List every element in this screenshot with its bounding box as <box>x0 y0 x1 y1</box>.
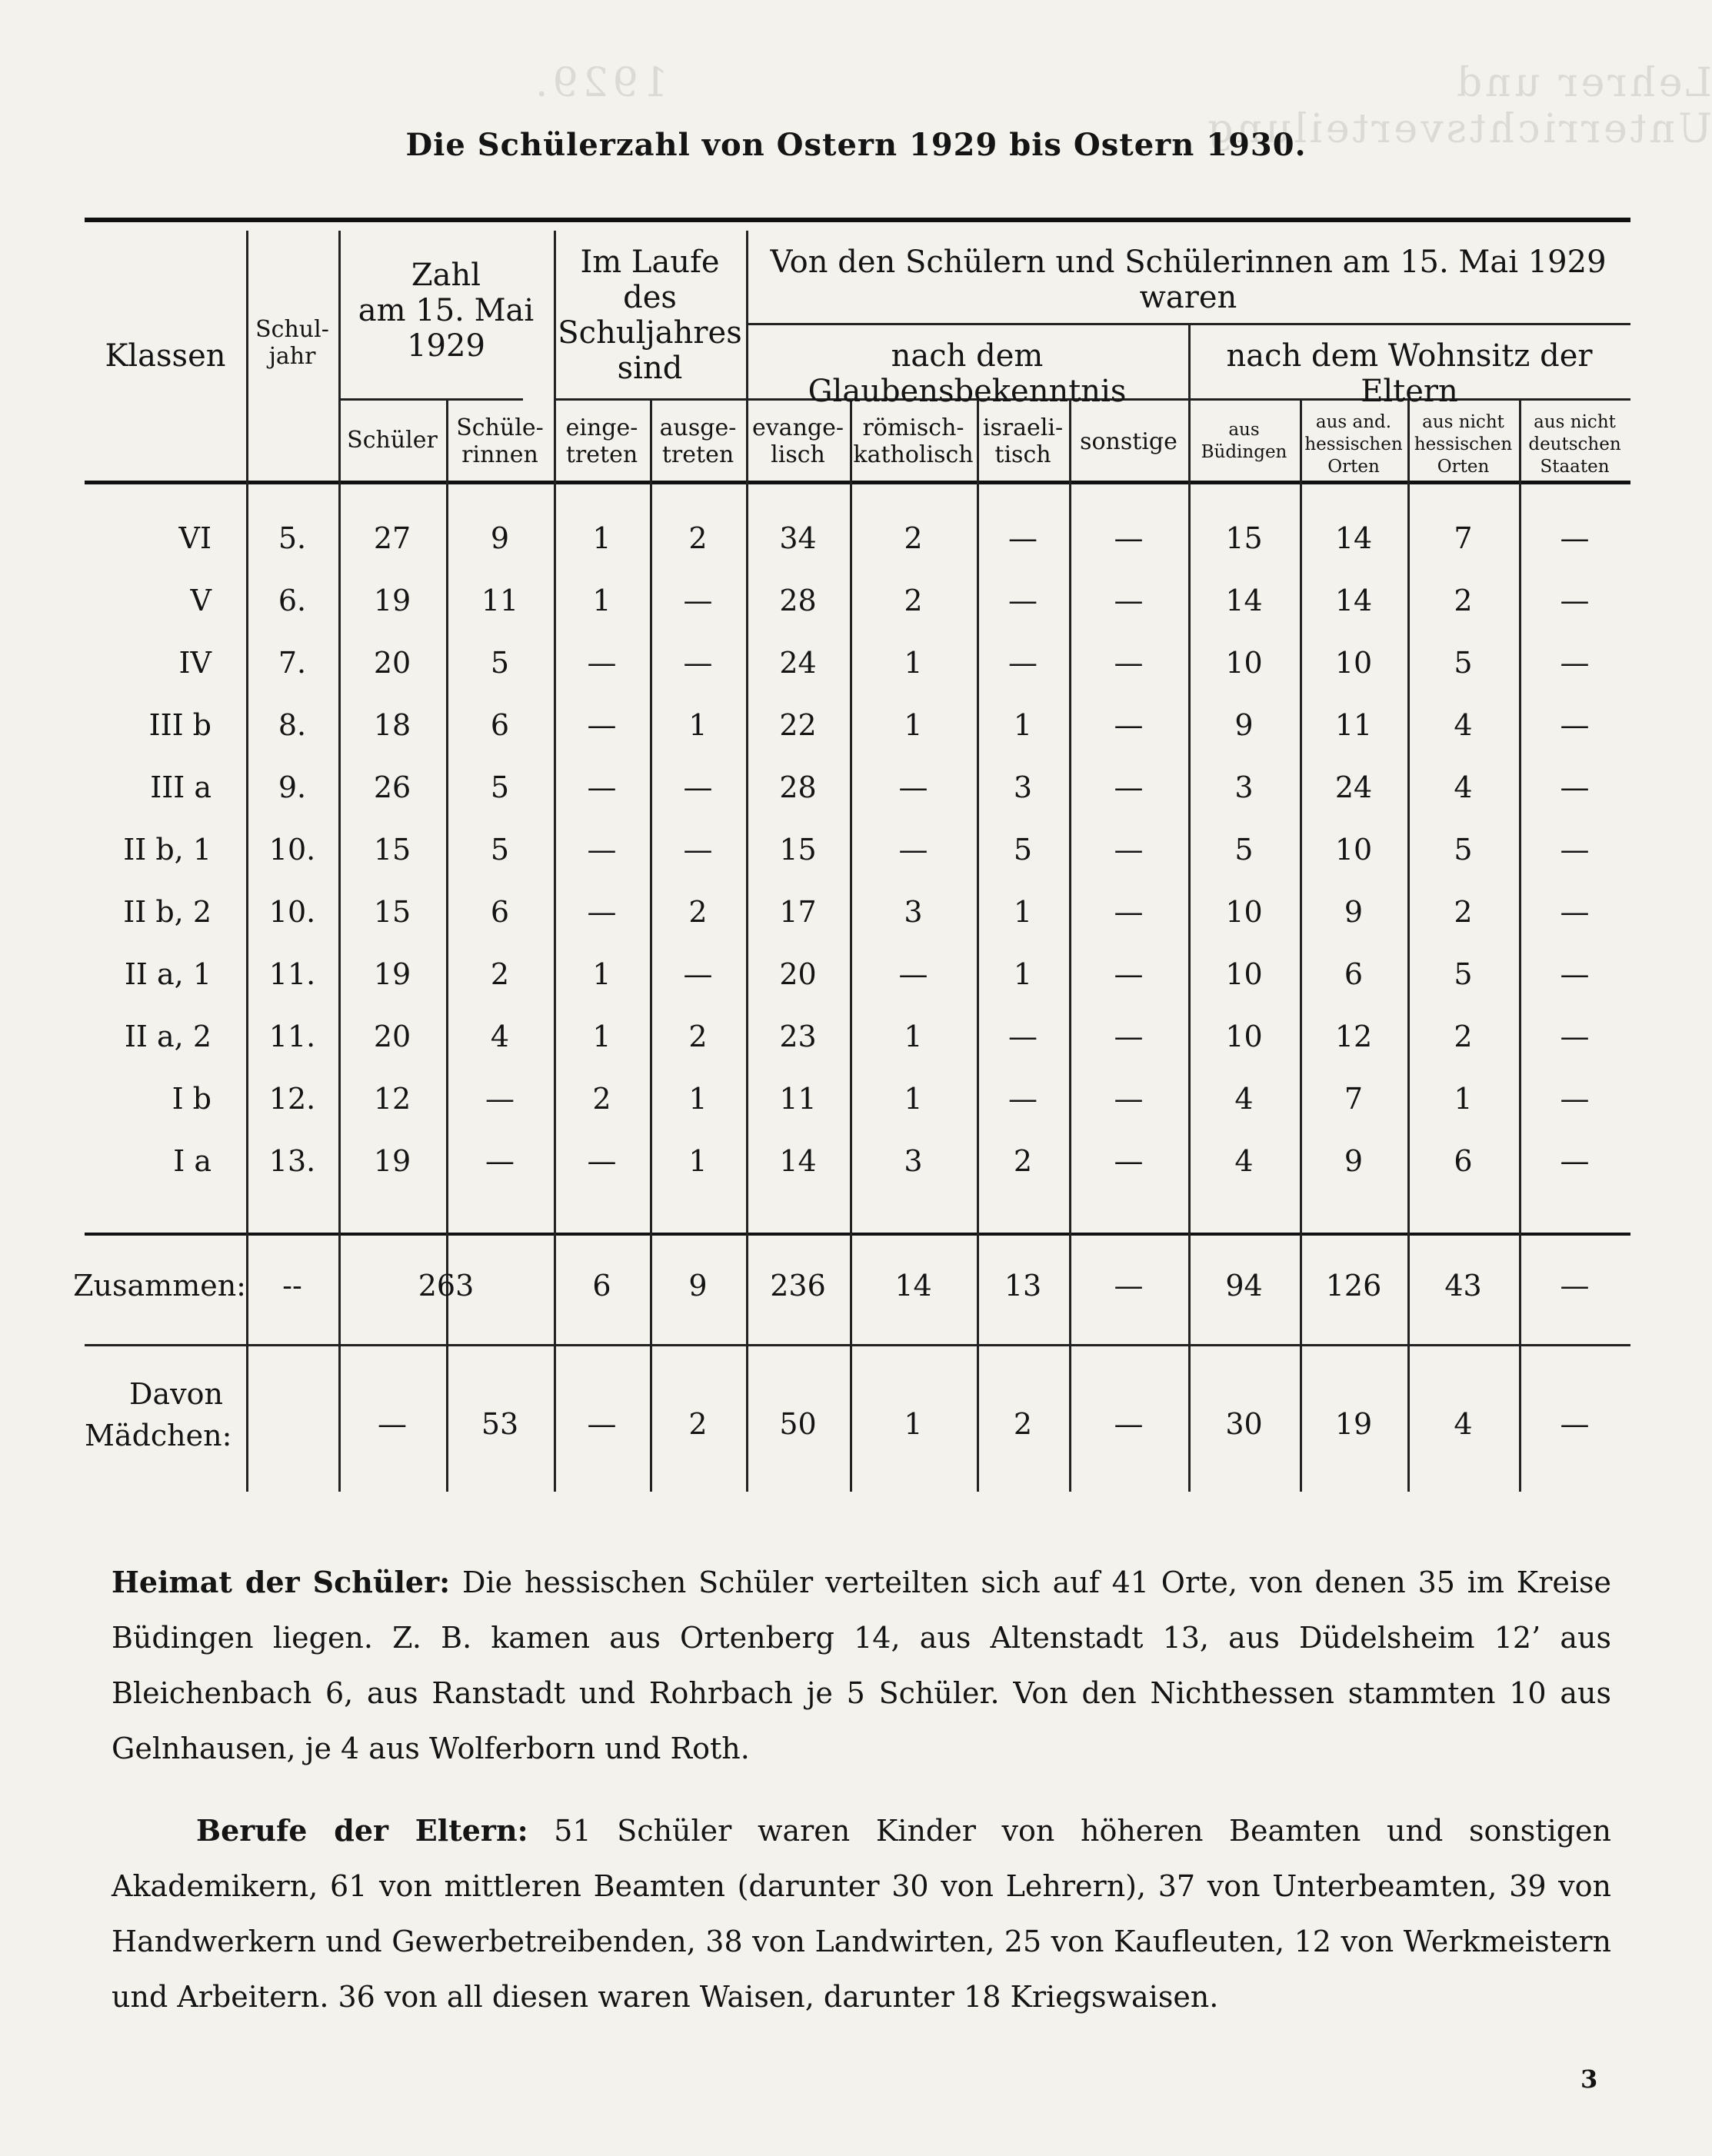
cell-evangelisch: 15 <box>779 833 817 867</box>
cell-sonstige: — <box>1114 1020 1144 1053</box>
cell-nichthessisch: 5 <box>1454 957 1473 991</box>
cell-buedingen: 10 <box>1225 646 1263 680</box>
row-klasse: VI <box>178 521 212 555</box>
totals-katholisch: 14 <box>894 1269 932 1303</box>
cell-evangelisch: 14 <box>779 1144 817 1178</box>
cell-buedingen: 4 <box>1234 1082 1254 1116</box>
cell-schueler: 26 <box>373 770 411 804</box>
cell-katholisch: 3 <box>904 1144 923 1178</box>
cell-eingetreten: — <box>587 646 617 680</box>
row-klasse: II a, 2 <box>124 1020 212 1053</box>
cell-eingetreten: 1 <box>592 1020 611 1053</box>
totals-evangelisch: 236 <box>770 1269 826 1303</box>
cell-hessisch: 7 <box>1344 1082 1364 1116</box>
cell-evangelisch: 28 <box>779 584 817 617</box>
cell-buedingen: 10 <box>1225 1020 1263 1053</box>
cell-ausgetreten: 2 <box>688 521 708 555</box>
cell-hessisch: 12 <box>1334 1020 1373 1053</box>
cell-katholisch: — <box>898 833 928 867</box>
cell-katholisch: 1 <box>904 1020 923 1053</box>
cell-katholisch: 2 <box>904 584 923 617</box>
totals-label: Zusammen: <box>73 1269 246 1303</box>
cell-evangelisch: 24 <box>779 646 817 680</box>
cell-katholisch: 1 <box>904 646 923 680</box>
header-zahl: Zahl am 15. Mai 1929 <box>358 258 535 364</box>
girls-hessisch: 19 <box>1334 1407 1373 1441</box>
totals-jahr: -- <box>282 1269 302 1303</box>
girls-eingetreten: — <box>587 1407 617 1441</box>
totals-nichthessisch: 43 <box>1444 1269 1482 1303</box>
cell-ausland: — <box>1560 1144 1590 1178</box>
cell-evangelisch: 20 <box>779 957 817 991</box>
cell-jahr: 12. <box>268 1082 316 1116</box>
header-nichthessische-orte: aus nicht hessischen Orten <box>1414 412 1513 477</box>
header-schuljahr: Schul- jahr <box>255 316 329 370</box>
cell-eingetreten: 1 <box>592 521 611 555</box>
cell-sonstige: — <box>1114 1144 1144 1178</box>
cell-schueler: 15 <box>373 833 411 867</box>
header-israelitisch: israeli- tisch <box>982 414 1064 468</box>
berufe-paragraph <box>112 1803 1611 2025</box>
row-klasse: II b, 1 <box>123 833 212 867</box>
cell-schuelerinnen: 5 <box>490 770 510 804</box>
cell-ausland: — <box>1560 646 1590 680</box>
cell-schuelerinnen: 11 <box>481 584 519 617</box>
cell-jahr: 8. <box>278 708 307 742</box>
totals-ausgetreten: 9 <box>688 1269 708 1303</box>
cell-schuelerinnen: 4 <box>490 1020 510 1053</box>
cell-ausland: — <box>1560 584 1590 617</box>
girls-schueler: — <box>378 1407 407 1441</box>
cell-ausland: — <box>1560 895 1590 929</box>
cell-schuelerinnen: 5 <box>490 833 510 867</box>
cell-ausgetreten: — <box>683 646 713 680</box>
cell-nichthessisch: 4 <box>1454 770 1473 804</box>
cell-ausland: — <box>1560 1082 1590 1116</box>
page-title: Die Schülerzahl von Ostern 1929 bis Ostern 1930. <box>405 127 1307 163</box>
header-bottom-rule <box>85 481 1630 484</box>
cell-eingetreten: — <box>587 833 617 867</box>
cell-sonstige: — <box>1114 521 1144 555</box>
berufe-text: 51 Schüler waren Kinder von höheren Beamten und sonstigen Akademikern, 61 von mittleren Beamten (darunter 30 von Lehrern), 37 von Unterbeamten, 39 von Handwerkern und Gewerbetreibenden, 38 von Landwirten, 25 von Kaufleuten, 12 von Werkmeistern und Arbeitern. 36 von all diesen waren Waisen, darunter 18 Kriegswaisen. <box>112 1814 1612 2014</box>
cell-jahr: 9. <box>278 770 307 804</box>
cell-israelitisch: 5 <box>1013 833 1033 867</box>
cell-nichthessisch: 2 <box>1454 584 1473 617</box>
cell-katholisch: 1 <box>904 1082 923 1116</box>
cell-sonstige: — <box>1114 1082 1144 1116</box>
cell-ausgetreten: 2 <box>688 895 708 929</box>
cell-buedingen: 4 <box>1234 1144 1254 1178</box>
girls-ausgetreten: 2 <box>688 1407 708 1441</box>
cell-ausgetreten: — <box>683 957 713 991</box>
cell-buedingen: 14 <box>1225 584 1263 617</box>
cell-katholisch: 3 <box>904 895 923 929</box>
header-aus-buedingen: aus Büdingen <box>1201 420 1287 462</box>
cell-sonstige: — <box>1114 833 1144 867</box>
cell-israelitisch: 1 <box>1013 708 1033 742</box>
cell-schuelerinnen: 6 <box>490 895 510 929</box>
cell-buedingen: 10 <box>1225 895 1263 929</box>
cell-hessisch: 10 <box>1334 833 1373 867</box>
girls-nichthessisch: 4 <box>1454 1407 1473 1441</box>
cell-buedingen: 9 <box>1234 708 1254 742</box>
row-klasse: I a <box>173 1144 212 1178</box>
row-klasse: II b, 2 <box>123 895 212 929</box>
cell-israelitisch: 1 <box>1013 895 1033 929</box>
cell-katholisch: 1 <box>904 708 923 742</box>
berufe-heading: Berufe der Eltern: <box>196 1813 528 1848</box>
cell-eingetreten: — <box>587 1144 617 1178</box>
cell-hessisch: 6 <box>1344 957 1364 991</box>
totals-hessisch: 126 <box>1325 1269 1382 1303</box>
cell-schuelerinnen: 6 <box>490 708 510 742</box>
cell-schuelerinnen: 9 <box>490 521 510 555</box>
cell-schueler: 19 <box>373 584 411 617</box>
cell-israelitisch: — <box>1008 1020 1038 1053</box>
cell-buedingen: 3 <box>1234 770 1254 804</box>
cell-ausgetreten: 1 <box>688 1144 708 1178</box>
cell-hessisch: 11 <box>1334 708 1373 742</box>
cell-eingetreten: — <box>587 895 617 929</box>
cell-jahr: 7. <box>278 646 307 680</box>
cell-schuelerinnen: 5 <box>490 646 510 680</box>
header-ausgetreten: ausge- treten <box>659 414 737 468</box>
cell-israelitisch: 1 <box>1013 957 1033 991</box>
header-eingetreten: einge- treten <box>565 414 638 468</box>
cell-schuelerinnen: 2 <box>490 957 510 991</box>
table-top-rule <box>85 218 1630 222</box>
cell-ausland: — <box>1560 1020 1590 1053</box>
cell-nichthessisch: 5 <box>1454 833 1473 867</box>
row-klasse: III b <box>148 708 212 742</box>
bleed-heading: Lehrer und Unterrichtsverteilung <box>1204 60 1712 152</box>
girls-schuelerinnen: 53 <box>481 1407 519 1441</box>
row-klasse: V <box>190 584 212 617</box>
totals-israelitisch: 13 <box>1004 1269 1042 1303</box>
rule-under-zahl <box>338 398 523 401</box>
cell-hessisch: 9 <box>1344 895 1364 929</box>
cell-hessisch: 24 <box>1334 770 1373 804</box>
girls-evangelisch: 50 <box>779 1407 817 1441</box>
cell-ausland: — <box>1560 770 1590 804</box>
cell-evangelisch: 17 <box>779 895 817 929</box>
girls-israelitisch: 2 <box>1013 1407 1033 1441</box>
cell-jahr: 5. <box>278 521 307 555</box>
cell-ausgetreten: 1 <box>688 1082 708 1116</box>
cell-buedingen: 5 <box>1234 833 1254 867</box>
cell-ausgetreten: — <box>683 770 713 804</box>
cell-eingetreten: 2 <box>592 1082 611 1116</box>
cell-buedingen: 10 <box>1225 957 1263 991</box>
girls-sonstige: — <box>1114 1407 1144 1441</box>
cell-ausgetreten: — <box>683 584 713 617</box>
cell-schueler: 20 <box>373 1020 411 1053</box>
cell-buedingen: 15 <box>1225 521 1263 555</box>
cell-evangelisch: 11 <box>779 1082 817 1116</box>
cell-ausgetreten: 2 <box>688 1020 708 1053</box>
totals-ausland: — <box>1560 1269 1590 1303</box>
cell-jahr: 10. <box>268 833 316 867</box>
header-im-laufe: Im Laufe des Schuljahres sind <box>558 245 742 386</box>
col-divider <box>977 398 979 1492</box>
totals-bottom-rule <box>85 1344 1630 1346</box>
girls-katholisch: 1 <box>904 1407 923 1441</box>
cell-jahr: 6. <box>278 584 307 617</box>
cell-evangelisch: 28 <box>779 770 817 804</box>
totals-eingetreten: 6 <box>592 1269 611 1303</box>
header-von-den-schuelern: Von den Schülern und Schülerinnen am 15. Mai 1929 waren <box>770 245 1607 315</box>
cell-schueler: 20 <box>373 646 411 680</box>
col-divider <box>446 398 448 1492</box>
row-klasse: I b <box>172 1082 212 1116</box>
header-klassen: Klassen <box>105 338 226 374</box>
header-wohnsitz: nach dem Wohnsitz der Eltern <box>1226 338 1593 409</box>
col-divider <box>1069 398 1071 1492</box>
page-number: 3 <box>1580 2065 1598 2094</box>
cell-eingetreten: 1 <box>592 584 611 617</box>
girls-ausland: — <box>1560 1407 1590 1441</box>
cell-israelitisch: — <box>1008 1082 1038 1116</box>
cell-israelitisch: — <box>1008 584 1038 617</box>
cell-nichthessisch: 7 <box>1454 521 1473 555</box>
cell-nichthessisch: 5 <box>1454 646 1473 680</box>
cell-nichthessisch: 1 <box>1454 1082 1473 1116</box>
cell-hessisch: 9 <box>1344 1144 1364 1178</box>
heimat-paragraph <box>112 1555 1611 1776</box>
header-schueler: Schüler <box>347 427 438 454</box>
cell-schueler: 15 <box>373 895 411 929</box>
cell-sonstige: — <box>1114 895 1144 929</box>
cell-katholisch: — <box>898 957 928 991</box>
totals-buedingen: 94 <box>1225 1269 1263 1303</box>
row-klasse: II a, 1 <box>124 957 212 991</box>
col-divider <box>1519 398 1521 1492</box>
cell-nichthessisch: 6 <box>1454 1144 1473 1178</box>
totals-schueler: 263 <box>418 1269 475 1303</box>
cell-nichthessisch: 4 <box>1454 708 1473 742</box>
heimat-text: Die hessischen Schüler verteilten sich auf 41 Orte, von denen 35 im Kreise Büdingen liegen. Z. B. kamen aus Ortenberg 14, aus Altenstadt 13, aus Düdelsheim 12’ aus Bleichenbach 6, aus Ranstadt und Rohrbach je 5 Schüler. Von den Nichthessen stammten 10 aus Gelnhausen, je 4 aus Wolferborn und Roth. <box>112 1565 1611 1765</box>
cell-sonstige: — <box>1114 957 1144 991</box>
cell-eingetreten: — <box>587 770 617 804</box>
cell-israelitisch: — <box>1008 521 1038 555</box>
cell-nichthessisch: 2 <box>1454 895 1473 929</box>
header-schuelerinnen: Schüle- rinnen <box>456 414 544 468</box>
col-divider <box>650 398 652 1492</box>
cell-schueler: 12 <box>373 1082 411 1116</box>
cell-katholisch: 2 <box>904 521 923 555</box>
cell-jahr: 11. <box>268 957 316 991</box>
cell-schueler: 27 <box>373 521 411 555</box>
cell-ausland: — <box>1560 833 1590 867</box>
cell-israelitisch: — <box>1008 646 1038 680</box>
girls-label: Davon Mädchen: <box>85 1377 232 1452</box>
header-katholisch: römisch- katholisch <box>853 414 974 468</box>
header-glaubensbekenntnis: nach dem Glaubensbekenntnis <box>808 338 1127 409</box>
cell-hessisch: 14 <box>1334 521 1373 555</box>
row-klasse: III a <box>150 770 212 804</box>
row-klasse: IV <box>178 646 212 680</box>
bleed-year: 1929. <box>531 60 668 106</box>
header-hessische-orte: aus and. hessischen Orten <box>1304 412 1403 477</box>
cell-jahr: 11. <box>268 1020 316 1053</box>
cell-evangelisch: 22 <box>779 708 817 742</box>
cell-schuelerinnen: — <box>485 1144 515 1178</box>
cell-sonstige: — <box>1114 646 1144 680</box>
cell-eingetreten: 1 <box>592 957 611 991</box>
cell-hessisch: 10 <box>1334 646 1373 680</box>
cell-jahr: 13. <box>268 1144 316 1178</box>
girls-buedingen: 30 <box>1225 1407 1263 1441</box>
cell-israelitisch: 2 <box>1013 1144 1033 1178</box>
body-bottom-rule <box>85 1233 1630 1236</box>
cell-ausgetreten: 1 <box>688 708 708 742</box>
cell-evangelisch: 34 <box>779 521 817 555</box>
cell-sonstige: — <box>1114 708 1144 742</box>
cell-schueler: 18 <box>373 708 411 742</box>
heimat-heading: Heimat der Schüler: <box>112 1565 451 1599</box>
cell-ausland: — <box>1560 521 1590 555</box>
cell-evangelisch: 23 <box>779 1020 817 1053</box>
cell-schueler: 19 <box>373 1144 411 1178</box>
cell-ausgetreten: — <box>683 833 713 867</box>
header-ausland: aus nicht deutschen Staaten <box>1528 412 1621 477</box>
col-divider <box>1300 398 1302 1492</box>
cell-ausland: — <box>1560 957 1590 991</box>
cell-sonstige: — <box>1114 584 1144 617</box>
cell-hessisch: 14 <box>1334 584 1373 617</box>
col-divider <box>850 398 852 1492</box>
cell-sonstige: — <box>1114 770 1144 804</box>
cell-schuelerinnen: — <box>485 1082 515 1116</box>
header-sonstige: sonstige <box>1080 428 1177 455</box>
col-divider <box>1407 398 1410 1492</box>
cell-ausland: — <box>1560 708 1590 742</box>
header-evangelisch: evange- lisch <box>751 414 844 468</box>
cell-jahr: 10. <box>268 895 316 929</box>
cell-eingetreten: — <box>587 708 617 742</box>
totals-sonstige: — <box>1114 1269 1144 1303</box>
cell-nichthessisch: 2 <box>1454 1020 1473 1053</box>
cell-schueler: 19 <box>373 957 411 991</box>
cell-katholisch: — <box>898 770 928 804</box>
cell-israelitisch: 3 <box>1013 770 1033 804</box>
